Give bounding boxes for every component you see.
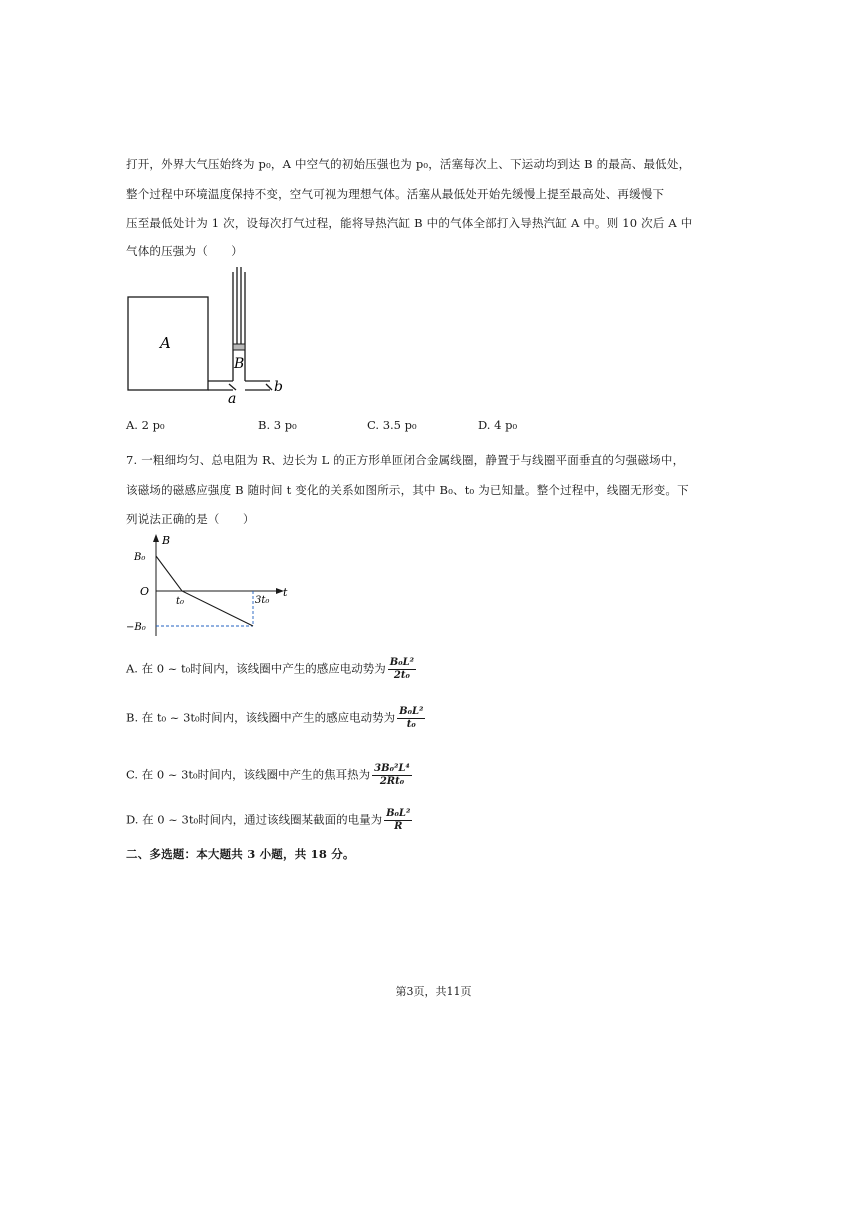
y-neg-label: −B₀ [126, 622, 146, 633]
q6-option-d: D. 4 p₀ [478, 418, 518, 432]
fraction-denominator: 2Rt₀ [379, 776, 405, 787]
piston [233, 344, 245, 350]
q7-option-a-fraction [388, 657, 416, 682]
q7-text-line-2: 该磁场的磁感应强度 B 随时间 t 变化的关系如图所示，其中 B₀、t₀ 为已知量。整个过程中，线圈无形变。下 [126, 483, 689, 497]
q7-option-a [126, 657, 416, 682]
label-b: b [274, 379, 283, 395]
t0-label: t₀ [176, 596, 185, 607]
fraction-numerator: B₀L² [389, 657, 415, 668]
fraction-numerator: B₀L² [386, 808, 411, 819]
q7-option-d-fraction [384, 808, 412, 833]
q6-option-a: A. 2 p₀ [126, 418, 165, 432]
q6-cylinder-figure [120, 262, 300, 407]
q6-option-c: C. 3.5 p₀ [367, 418, 417, 432]
label-B: B [234, 356, 245, 372]
q6-text-line-1: 打开，外界大气压始终为 p₀，A 中空气的初始压强也为 p₀，活塞每次上、下运动均到达 B 的最高、最低处， [126, 157, 691, 171]
q7-option-c-text: C. 在 0 ~ 3t₀时间内，该线圈中产生的焦耳热为 [126, 767, 371, 782]
fraction-denominator: R [394, 821, 403, 832]
q7-option-d [126, 808, 412, 833]
page-footer: 第3页，共11页 [395, 985, 472, 998]
origin-label: O [140, 585, 150, 598]
q7-option-a-text: A. 在 0 ~ t₀时间内，该线圈中产生的感应电动势为 [126, 661, 386, 676]
q7-text-line-1: 7. 一粗细均匀、总电阻为 R、边长为 L 的正方形单匝闭合金属线圈，静置于与线圈平面垂直的匀强磁场中， [126, 453, 685, 467]
y-pos-label: B₀ [134, 552, 146, 563]
q7-text-line-3: 列说法正确的是（ ） [126, 512, 255, 526]
q7-option-c-fraction [372, 763, 412, 788]
section-2-heading: 二、多选题：本大题共 3 小题，共 18 分。 [126, 847, 355, 861]
3t0-label: 3t₀ [255, 595, 270, 606]
label-a: a [228, 391, 237, 407]
q7-option-c [126, 763, 412, 788]
q6-text-line-4: 气体的压强为（ ） [126, 244, 243, 258]
q7-bt-graph [120, 532, 295, 642]
fraction-numerator: B₀L² [399, 706, 424, 717]
q7-option-d-text: D. 在 0 ~ 3t₀时间内，通过该线圈某截面的电量为 [126, 812, 383, 827]
q6-text-line-2: 整个过程中环境温度保持不变，空气可视为理想气体。活塞从最低处开始先缓慢上提至最高处、再缓慢下 [126, 187, 665, 201]
q7-option-b [126, 706, 425, 731]
label-A: A [160, 334, 171, 352]
q6-text-line-3: 压至最低处计为 1 次，设每次打气过程，能将导热汽缸 B 中的气体全部打入导热汽缸 A 中。则 10 次后 A 中 [126, 216, 693, 230]
q7-option-b-text: B. 在 t₀ ~ 3t₀时间内，该线圈中产生的感应电动势为 [126, 710, 396, 725]
fraction-numerator: 3B₀²L⁴ [374, 763, 410, 774]
fraction-denominator: 2t₀ [393, 670, 410, 681]
q6-option-b: B. 3 p₀ [258, 418, 297, 432]
y-axis-label: B [162, 534, 171, 547]
x-axis-label: t [283, 586, 288, 599]
q7-option-b-fraction [397, 706, 425, 731]
y-axis-arrow [153, 534, 159, 542]
fraction-denominator: t₀ [406, 719, 416, 730]
